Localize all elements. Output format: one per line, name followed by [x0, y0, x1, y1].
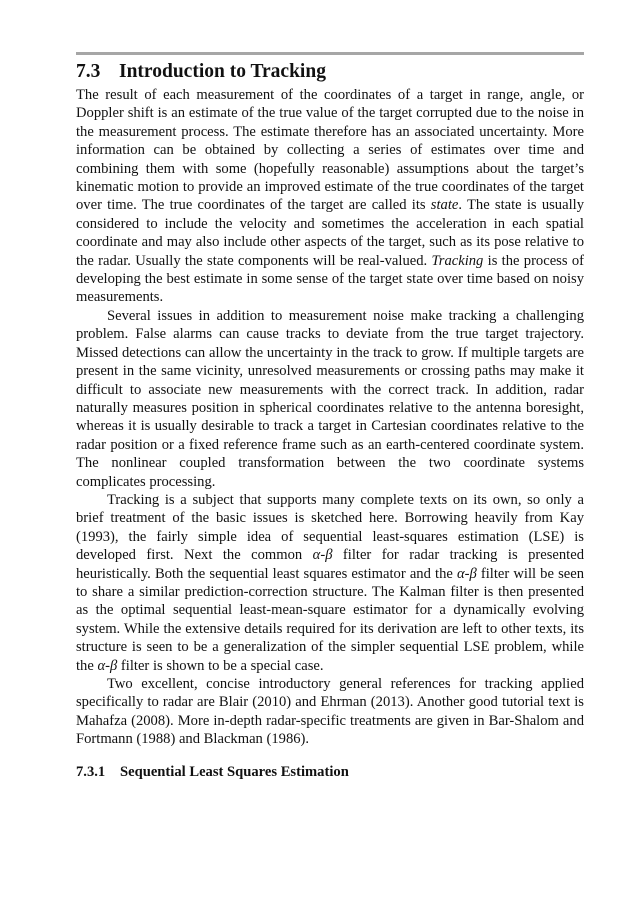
section-title: Introduction to Tracking — [119, 61, 326, 82]
italic-term: α-β — [97, 657, 118, 674]
section-body — [76, 86, 584, 749]
italic-term: state — [430, 197, 459, 214]
paragraph — [76, 491, 584, 675]
text-run: . The state is usually considered to include the velocity and sometimes the acceleration in each spatial coordinate and may also include other aspects of the target, such as its pose relative to the radar. Usually the state components will be real-valued. — [76, 197, 584, 269]
page — [76, 52, 584, 781]
top-rule — [76, 52, 584, 55]
text-run: The result of each measurement of the coordinates of a target in range, angle, or Doppler shift is an estimate of the true value of the target corrupted due to the noise in the measurement process. The estimate therefore has an associated uncertainty. More information can be obtained by collecting a series of estimates over time and combining them with some (hopefully reasonable) assumptions about the target’s kinematic motion to provide an improved estimate of the true coordinates of the target over time. The true coordinates of the target are called its — [76, 87, 584, 214]
text-run: is the process of developing the best estimate in some sense of the target state over time based on noisy measurements. — [76, 252, 584, 306]
paragraph — [76, 86, 584, 307]
italic-term: α-β — [456, 565, 477, 582]
subsection-number: 7.3.1 — [76, 763, 106, 780]
section-heading — [76, 61, 584, 83]
text-run: filter for radar tracking is presented heuristically. Both the sequential least squares estimator and the — [76, 547, 584, 582]
section-number: 7.3 — [76, 61, 101, 82]
paragraph — [76, 307, 584, 491]
text-run: filter will be seen to share a similar prediction-correction structure. The Kalman filter is then presented as the optimal sequential least-mean-square estimator for a dynamically evolving system. While the extensive details required for its derivation are left to other texts, its structure is seen to be a generalization of the simpler sequential LSE problem, while the — [76, 565, 584, 674]
paragraph — [76, 675, 584, 749]
italic-term: Tracking — [431, 252, 484, 269]
subsection-title: Sequential Least Squares Estimation — [120, 763, 349, 780]
text-run: Several issues in addition to measurement noise make tracking a challenging problem. False alarms can cause tracks to deviate from the true target trajectory. Missed detections can allow the uncertainty in the track to grow. If multiple targets are present in the same vicinity, unresolved measurements or crossing paths may make it difficult to associate new measurements with the correct track. In addition, radar naturally measures position in spherical coordinates relative to the antenna boresight, whereas it is usually desirable to track a target in Cartesian coordinates relative to the radar position or a fixed reference frame such as an earth-centered coordinate system. The nonlinear coupled transformation between the two coordinate systems complicates processing. — [76, 307, 584, 490]
subsection-heading — [76, 763, 584, 781]
text-run: filter is shown to be a special case. — [117, 657, 324, 674]
text-run: Tracking is a subject that supports many complete texts on its own, so only a brief treatment of the basic issues is sketched here. Borrowing heavily from Kay (1993), the fairly simple idea of sequential least-squares estimation (LSE) is developed first. Next the common — [76, 491, 584, 564]
text-run: Two excellent, concise introductory general references for tracking applied specifically to radar are Blair (2010) and Ehrman (2013). Another good tutorial text is Mahafza (2008). More in-depth radar-specific treatments are given in Bar-Shalom and Fortmann (1988) and Blackman (1986). — [76, 676, 584, 748]
italic-term: α-β — [312, 547, 333, 564]
